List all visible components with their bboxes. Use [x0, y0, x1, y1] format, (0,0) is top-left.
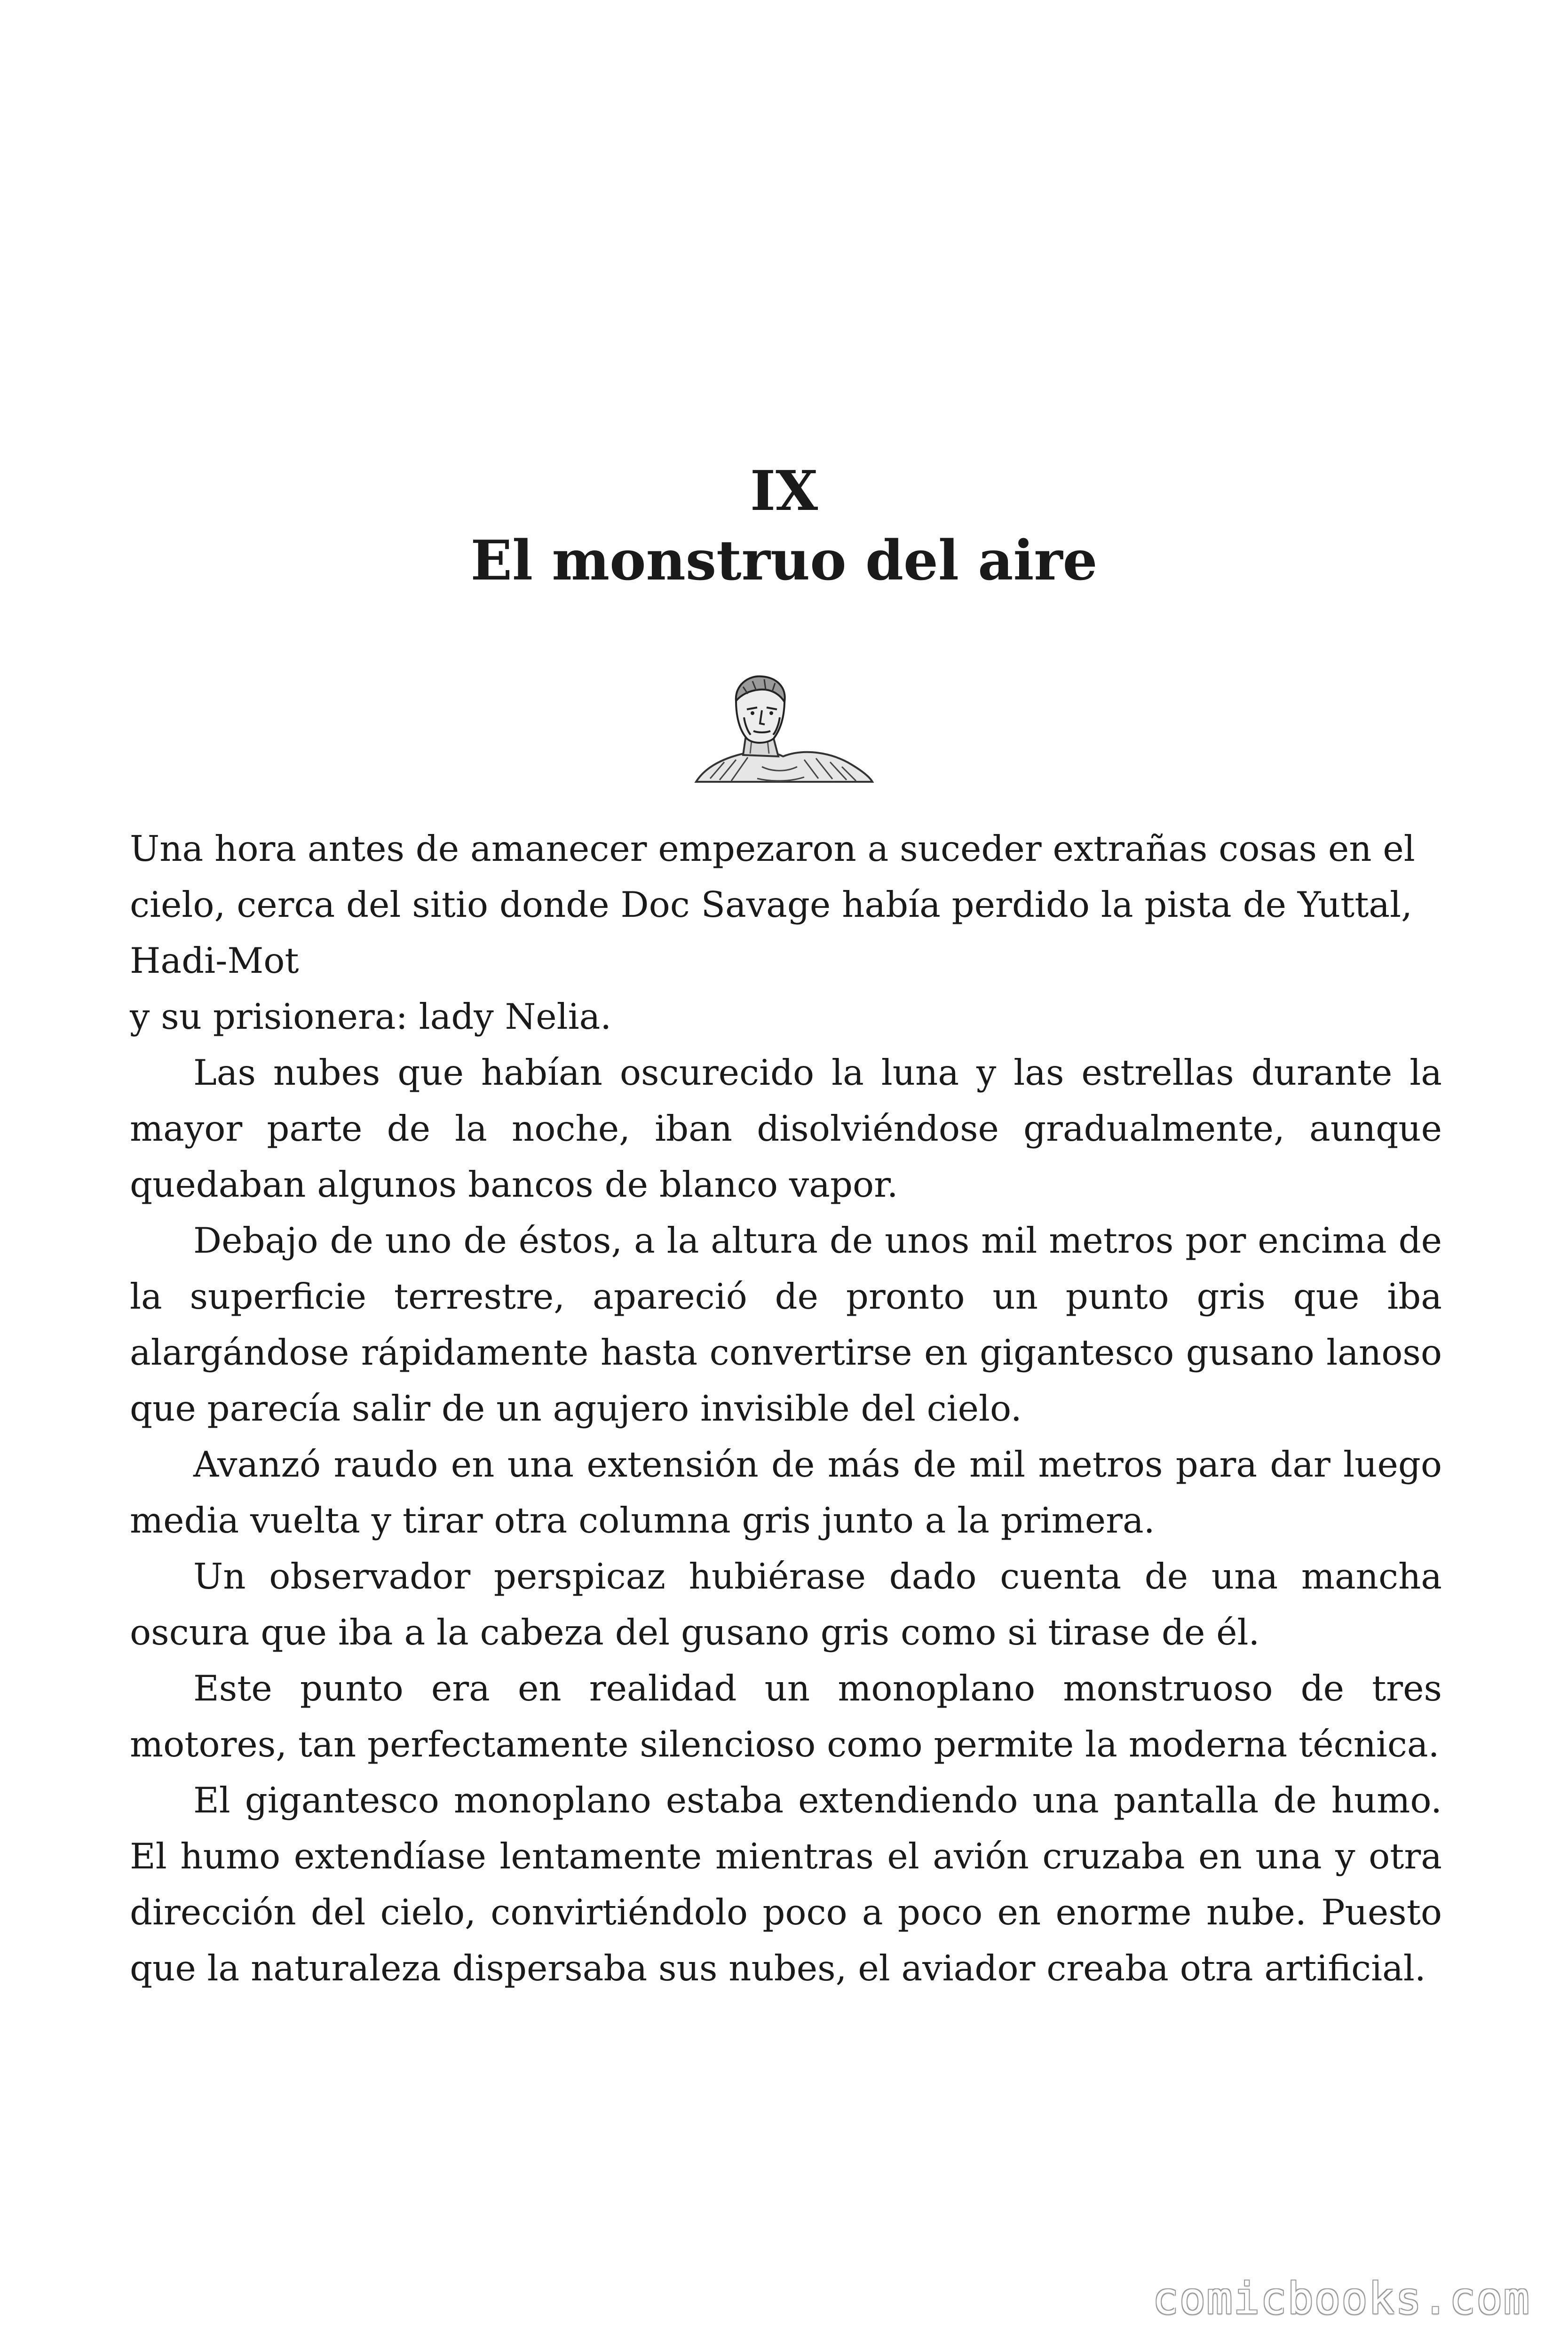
paragraph-9: El gigantesco monoplano estaba extendiendo una pantalla de humo. El humo extendíase lentamente mientras el avión cruzaba en una y otra dirección del cielo, convirtiéndolo poco a poco en enorme nube. Puesto que la naturaleza dispersaba sus nubes, el aviador creaba otra artificial. [130, 1780, 1442, 1989]
paragraph-4: Las nubes que habían oscurecido la luna y las estrellas durante la mayor parte de la noche, iban disolviéndose gradualmente, aunque quedaban algunos bancos de blanco vapor. [130, 1052, 1442, 1205]
chapter-title: El monstruo del aire [470, 528, 1098, 593]
paragraph-3: y su prisionera: lady Nelia. [130, 996, 612, 1037]
paragraph-2: Hadi-Mot [130, 940, 299, 981]
chapter-heading [0, 461, 1568, 592]
watermark: comicbooks.com [1152, 2273, 1530, 2324]
paragraph-8: Este punto era en realidad un monoplano monstruoso de tres motores, tan perfectamente silencioso como permite la moderna técnica. [130, 1668, 1442, 1765]
paragraph-6: Avanzó raudo en una extensión de más de mil metros para dar luego media vuelta y tirar otra columna gris junto a la primera. [130, 1444, 1442, 1541]
chapter-number: IX [750, 459, 818, 523]
paragraph-7: Un observador perspicaz hubiérase dado cuenta de una mancha oscura que iba a la cabeza del gusano gris como si tirase de él. [130, 1556, 1442, 1653]
paragraph-1: Una hora antes de amanecer empezaron a suceder extrañas cosas en el cielo, cerca del sitio donde Doc Savage había perdido la pista de Yuttal, [130, 828, 1415, 925]
chapter-body-text [130, 821, 1442, 1996]
doc-savage-bust-illustration-icon [691, 673, 875, 786]
paragraph-5: Debajo de uno de éstos, a la altura de unos mil metros por encima de la superficie terrestre, apareció de pronto un punto gris que iba alargándose rápidamente hasta convertirse en gigantesco gusano lanoso que parecía salir de un agujero invisible del cielo. [130, 1220, 1442, 1429]
